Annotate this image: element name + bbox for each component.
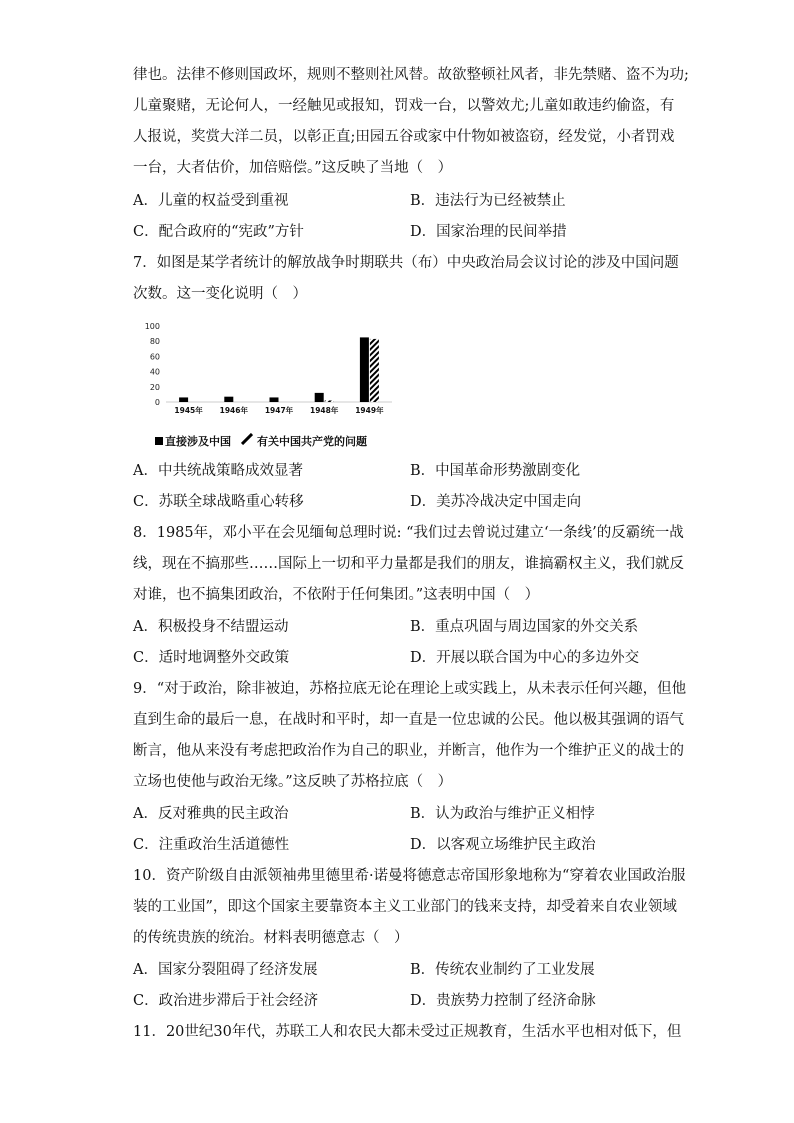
q6-option-c[interactable]: C．配合政府的“宪政”方针 <box>133 224 304 240</box>
bar-direct-1947年 <box>270 397 279 402</box>
x-tick-label: 1948年 <box>310 406 339 415</box>
q10-line-1: 10．资产阶级自由派领袖弗里德里希·诺曼将德意志帝国形象地称为“穿着农业国政治服 <box>133 868 686 884</box>
y-tick-label: 40 <box>149 367 160 377</box>
x-tick-label: 1946年 <box>219 406 248 415</box>
q6-option-b[interactable]: B．违法行为已经被禁止 <box>410 193 566 209</box>
q10-option-a[interactable]: A．国家分裂阻碍了经济发展 <box>133 962 318 978</box>
q6-line-2: 儿童聚赌，无论何人，一经触见或报知，罚戏一台，以警效尤;儿童如敢违约偷盗，有 <box>133 98 675 114</box>
y-tick-label: 80 <box>149 337 160 347</box>
legend-solid-swatch <box>155 437 163 445</box>
q10-line-2: 装的工业国”，即这个国家主要靠资本主义工业部门的钱来支持，却受着来自农业领域 <box>133 899 677 915</box>
q8-option-d[interactable]: D．开展以联合国为中心的多边外交 <box>410 650 640 666</box>
x-tick-label: 1947年 <box>264 406 294 415</box>
q8-line-3: 对谁，也不搞集团政治，不依附于任何集团。”这表明中国（ ） <box>133 587 540 603</box>
q9-option-b[interactable]: B．认为政治与维护正义相悖 <box>410 806 595 822</box>
q6-option-d[interactable]: D．国家治理的民间举措 <box>410 224 567 240</box>
q10-option-b[interactable]: B．传统农业制约了工业发展 <box>410 962 595 978</box>
bar-direct-1945年 <box>179 397 188 402</box>
y-tick-label: 100 <box>144 322 160 331</box>
q10-option-c[interactable]: C．政治进步滞后于社会经济 <box>133 993 319 1009</box>
legend-ccp-label: 有关中国共产党的问题 <box>257 435 367 448</box>
q9-line-4: 立场也使他与政治无缘。”这反映了苏格拉底（ ） <box>133 774 453 790</box>
y-tick-label: 60 <box>149 352 160 362</box>
q7-option-a[interactable]: A．中共统战策略成效显著 <box>133 463 303 479</box>
q7-line-2: 次数。这一变化说明（ ） <box>133 286 307 302</box>
bar-direct-1946年 <box>224 397 233 402</box>
bar-chart <box>140 318 400 418</box>
q7-option-b[interactable]: B．中国革命形势激剧变化 <box>410 463 581 479</box>
bar-ccp-1949年 <box>370 339 379 402</box>
q10-line-3: 的传统贵族的统治。材料表明德意志（ ） <box>133 930 409 946</box>
q6-line-4: 一台，大者估价，加倍赔偿。”这反映了当地（ ） <box>133 160 453 176</box>
q10-option-d[interactable]: D．贵族势力控制了经济命脉 <box>410 993 596 1009</box>
x-tick-label: 1945年 <box>174 406 203 415</box>
chart-legend <box>155 433 367 450</box>
q6-line-1: 律也。法律不修则国政坏，规则不整则社风替。故欲整顿社风者，非先禁赌、盗不为功; <box>133 67 689 83</box>
bar-ccp-1948年 <box>325 400 334 402</box>
y-tick-label: 0 <box>154 398 160 407</box>
q6-line-3: 人报说，奖赏大洋二员，以彰正直;田园五谷或家中什物如被盗窃，经发觉，小者罚戏 <box>133 129 675 145</box>
bar-direct-1949年 <box>360 337 369 402</box>
q8-option-b[interactable]: B．重点巩固与周边国家的外交关系 <box>410 619 639 635</box>
q7-option-c[interactable]: C．苏联全球战略重心转移 <box>133 494 304 510</box>
q8-line-1: 8．1985年，邓小平在会见缅甸总理时说: “我们过去曾说过建立‘一条线’的反霸统一战 <box>133 525 684 541</box>
y-tick-label: 20 <box>149 382 160 392</box>
q9-line-3: 断言，他从来没有考虑把政治作为自己的职业，并断言，他作为一个维护正义的战士的 <box>133 743 684 759</box>
legend-hatch-swatch <box>241 433 253 450</box>
q9-option-c[interactable]: C．注重政治生活道德性 <box>133 837 290 853</box>
q9-option-d[interactable]: D．以客观立场维护民主政治 <box>410 837 596 853</box>
q7-option-d[interactable]: D．美苏冷战决定中国走向 <box>410 494 582 510</box>
bar-direct-1948年 <box>315 393 324 402</box>
x-tick-label: 1949年 <box>355 406 384 415</box>
q7-line-1: 7．如图是某学者统计的解放战争时期联共（布）中央政治局会议讨论的涉及中国问题 <box>133 255 679 271</box>
q8-option-a[interactable]: A．积极投身不结盟运动 <box>133 619 289 635</box>
q9-line-2: 直到生命的最后一息，在战时和平时，却一直是一位忠诚的公民。他以极其强调的语气 <box>133 712 684 728</box>
q11-line-1: 11．20世纪30年代，苏联工人和农民大都未受过正规教育，生活水平也相对低下，但 <box>133 1024 682 1040</box>
q6-option-a[interactable]: A．儿童的权益受到重视 <box>133 193 289 209</box>
legend-direct-label: 直接涉及中国 <box>165 435 231 448</box>
q8-line-2: 线，现在不搞那些……国际上一切和平力量都是我们的朋友，谁搞霸权主义，我们就反 <box>133 556 684 572</box>
q9-line-1: 9．“对于政治，除非被迫，苏格拉底无论在理论上或实践上，从未表示任何兴趣，但他 <box>133 681 687 697</box>
q9-option-a[interactable]: A．反对雅典的民主政治 <box>133 806 289 822</box>
q8-option-c[interactable]: C．适时地调整外交政策 <box>133 650 290 666</box>
